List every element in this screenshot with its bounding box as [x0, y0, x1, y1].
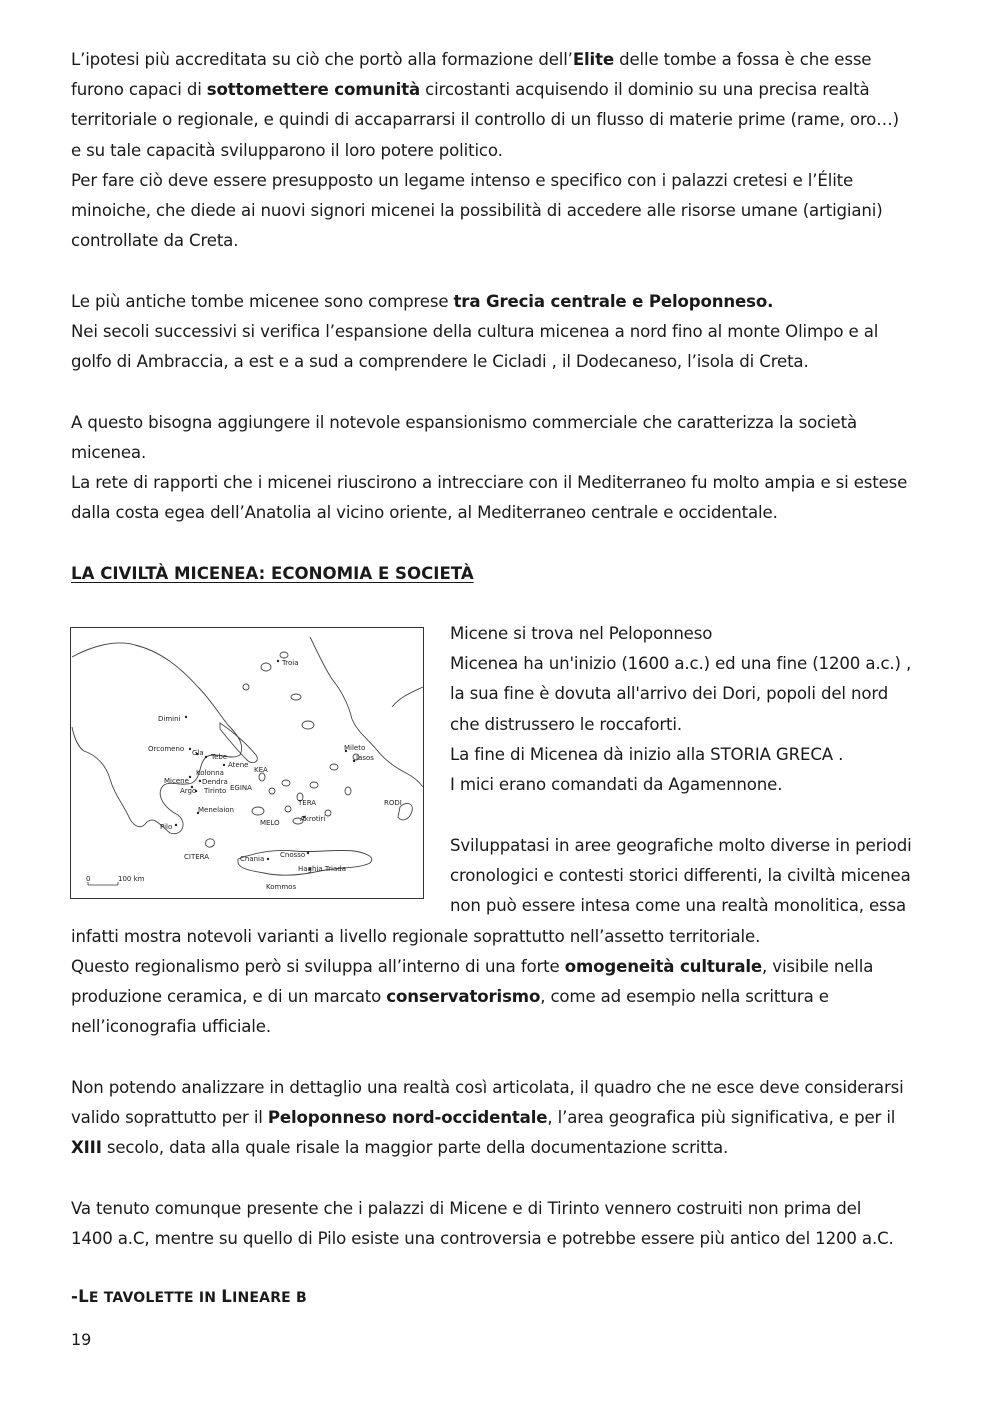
map-label: Mileto [344, 744, 366, 752]
paragraph-line: Le più antiche tombe micenee sono comprese tra Grecia centrale e Peloponneso. [71, 292, 774, 311]
paragraph-line: furono capaci di sottomettere comunità circostanti acquisendo il dominio su una precisa realtà [71, 80, 870, 99]
paragraph-line: Va tenuto comunque presente che i palazzi di Micene e di Tirinto vennero costruiti non prima del [71, 1199, 862, 1218]
paragraph-line: 1400 a.C, mentre su quello di Pilo esiste una controversia e potrebbe essere più antico del 1200 a.C. [71, 1229, 894, 1248]
page-number: 19 [71, 1330, 92, 1349]
side-text-line: Micenea ha un'inizio (1600 a.c.) ed una fine (1200 a.c.) , [450, 654, 912, 673]
paragraph-line: territoriale o regionale, e quindi di accaparrarsi il controllo di un flusso di materie prime (rame, oro…) [71, 110, 899, 129]
map-scale-label: 100 km [118, 875, 145, 883]
paragraph-line: Questo regionalismo però si sviluppa all’interno di una forte omogeneità culturale, visibile nella [71, 957, 874, 976]
paragraph-line: XIII secolo, data alla quale risale la maggior parte della documentazione scritta. [71, 1138, 729, 1157]
paragraph-line: infatti mostra notevoli varianti a livello regionale soprattutto nell’assetto territoriale. [71, 927, 761, 946]
paragraph-line: e su tale capacità svilupparono il loro potere politico. [71, 141, 503, 160]
map-label: Iasos [356, 754, 374, 762]
map-label: Dendra [202, 778, 228, 786]
map-label: TERA [298, 799, 317, 807]
side-text-line: La fine di Micenea dà inizio alla STORIA GRECA . [450, 745, 844, 764]
paragraph-line: dalla costa egea dell’Anatolia al vicino oriente, al Mediterraneo centrale e occidentale. [71, 503, 778, 522]
aegean-map [70, 627, 424, 899]
paragraph-line: golfo di Ambraccia, a est e a sud a comprendere le Cicladi , il Dodecaneso, l’isola di Creta. [71, 352, 809, 371]
map-label: EGINA [230, 784, 252, 792]
paragraph-line: micenea. [71, 443, 147, 462]
side-text-line: Sviluppatasi in aree geografiche molto diverse in periodi [450, 836, 912, 855]
paragraph-line: A questo bisogna aggiungere il notevole espansionismo commerciale che caratterizza la società [71, 413, 857, 432]
map-label: Kommos [266, 883, 297, 891]
map-label: Akrotiri [300, 815, 326, 823]
side-text-line: cronologici e contesti storici differenti, la civiltà micenea [450, 866, 911, 885]
map-label: Kolonna [196, 769, 224, 777]
map-label: Troia [282, 659, 299, 667]
side-text-line: che distrussero le roccaforti. [450, 715, 682, 734]
paragraph-line: La rete di rapporti che i micenei riuscirono a intrecciare con il Mediterraneo fu molto ampia e si estese [71, 473, 908, 492]
map-label: Tebe [211, 753, 228, 761]
subsection-heading: -LE TAVOLETTE IN LINEARE B [71, 1287, 307, 1306]
paragraph-line: Nei secoli successivi si verifica l’espansione della cultura micenea a nord fino al monte Olimpo e al [71, 322, 879, 341]
map-label: Dimini [158, 715, 181, 723]
map-label: Atene [228, 761, 249, 769]
map-label: Micene [164, 777, 189, 785]
paragraph-line: minoiche, che diede ai nuovi signori micenei la possibilità di accedere alle risorse umane (artigiani) [71, 201, 883, 220]
side-text-line: non può essere intesa come una realtà monolitica, essa [450, 896, 907, 915]
side-text-line: la sua fine è dovuta all'arrivo dei Dori, popoli del nord [450, 684, 889, 703]
section-heading: LA CIVILTÀ MICENEA: ECONOMIA E SOCIETÀ [71, 564, 474, 583]
side-text-line: Micene si trova nel Peloponneso [450, 624, 713, 643]
aegean-map-figure [70, 627, 424, 899]
map-label: Cnosso [280, 851, 306, 859]
map-label: Haghia Triada [298, 865, 346, 873]
map-label: RODI [384, 799, 402, 807]
paragraph-line: nell’iconografia ufficiale. [71, 1017, 271, 1036]
paragraph-line: valido soprattutto per il Peloponneso nord-occidentale, l’area geografica più significativa, e per il [71, 1108, 896, 1127]
side-text-line: I mici erano comandati da Agamennone. [450, 775, 783, 794]
map-label: Pilo [160, 823, 173, 831]
paragraph-line: controllate da Creta. [71, 231, 239, 250]
map-label: Tirinto [204, 787, 227, 795]
map-label: Menelaion [198, 806, 234, 814]
paragraph-line: Per fare ciò deve essere presupposto un legame intenso e specifico con i palazzi cretesi e l’Élite [71, 171, 854, 190]
map-scale-label: 0 [86, 875, 91, 883]
map-label: Gla [192, 749, 204, 757]
paragraph-line: L’ipotesi più accreditata su ciò che portò alla formazione dell’Elite delle tombe a fossa è che esse [71, 50, 872, 69]
map-label: KEA [254, 766, 268, 774]
map-label: Chania [240, 855, 265, 863]
map-label: Orcomeno [148, 745, 185, 753]
map-label: MELO [260, 819, 280, 827]
map-label: Argo [180, 787, 197, 795]
paragraph-line: Non potendo analizzare in dettaglio una realtà così articolata, il quadro che ne esce deve considerarsi [71, 1078, 904, 1097]
map-label: CITERA [184, 853, 210, 861]
paragraph-line: produzione ceramica, e di un marcato conservatorismo, come ad esempio nella scrittura e [71, 987, 829, 1006]
